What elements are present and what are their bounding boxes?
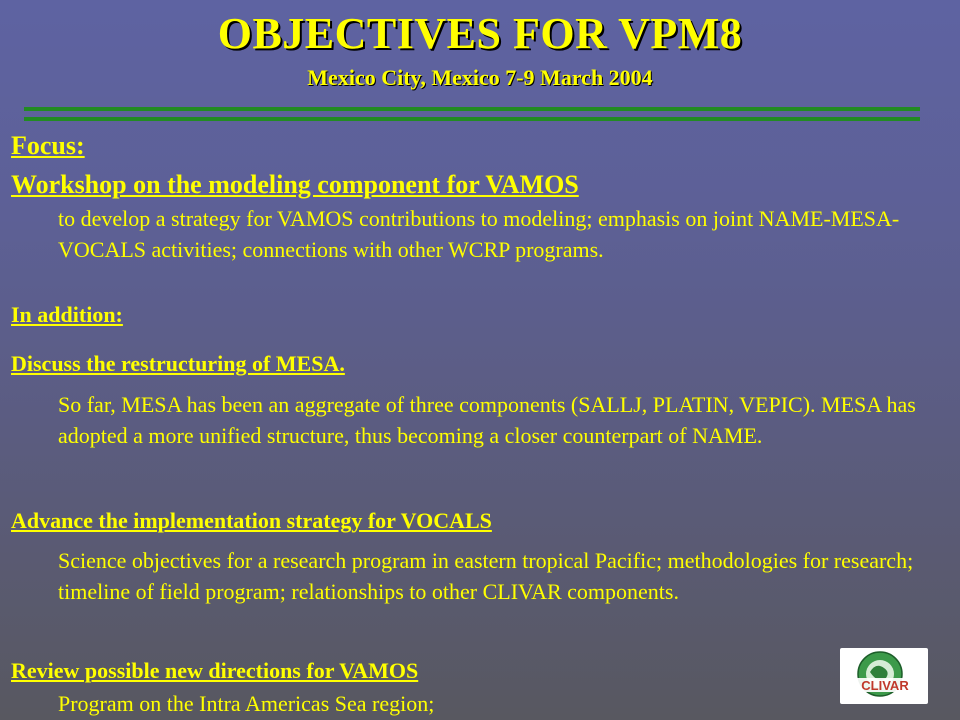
mesa-heading: Discuss the restructuring of MESA. <box>11 351 345 376</box>
focus-heading: Workshop on the modeling component for VAMOS <box>11 170 579 199</box>
clivar-logo <box>840 648 928 704</box>
vamos-description: Program on the Intra Americas Sea region; <box>58 691 435 716</box>
title-divider-bottom <box>24 117 920 121</box>
clivar-logo-icon <box>840 648 928 704</box>
title-divider-top <box>24 107 920 111</box>
mesa-description: So far, MESA has been an aggregate of three components (SALLJ, PLATIN, VEPIC). MESA has adopted a more unified structure, thus becoming a closer counterpart of NAME. <box>58 392 916 448</box>
slide-subtitle: Mexico City, Mexico 7-9 March 2004 <box>307 65 653 90</box>
clivar-logo-text: CLIVAR <box>861 678 909 693</box>
vocals-heading: Advance the implementation strategy for VOCALS <box>11 508 492 533</box>
slide-title: OBJECTIVES FOR VPM8 <box>217 9 743 58</box>
in-addition-label: In addition: <box>11 302 123 327</box>
vamos-heading: Review possible new directions for VAMOS <box>11 658 419 683</box>
vocals-description: Science objectives for a research program in eastern tropical Pacific; methodologies for research; timeline of field program; relationships to other CLIVAR components. <box>58 548 914 604</box>
focus-label: Focus: <box>11 131 85 160</box>
focus-description: to develop a strategy for VAMOS contributions to modeling; emphasis on joint NAME-MESA-VOCALS activities; connections with other WCRP programs. <box>58 206 900 262</box>
